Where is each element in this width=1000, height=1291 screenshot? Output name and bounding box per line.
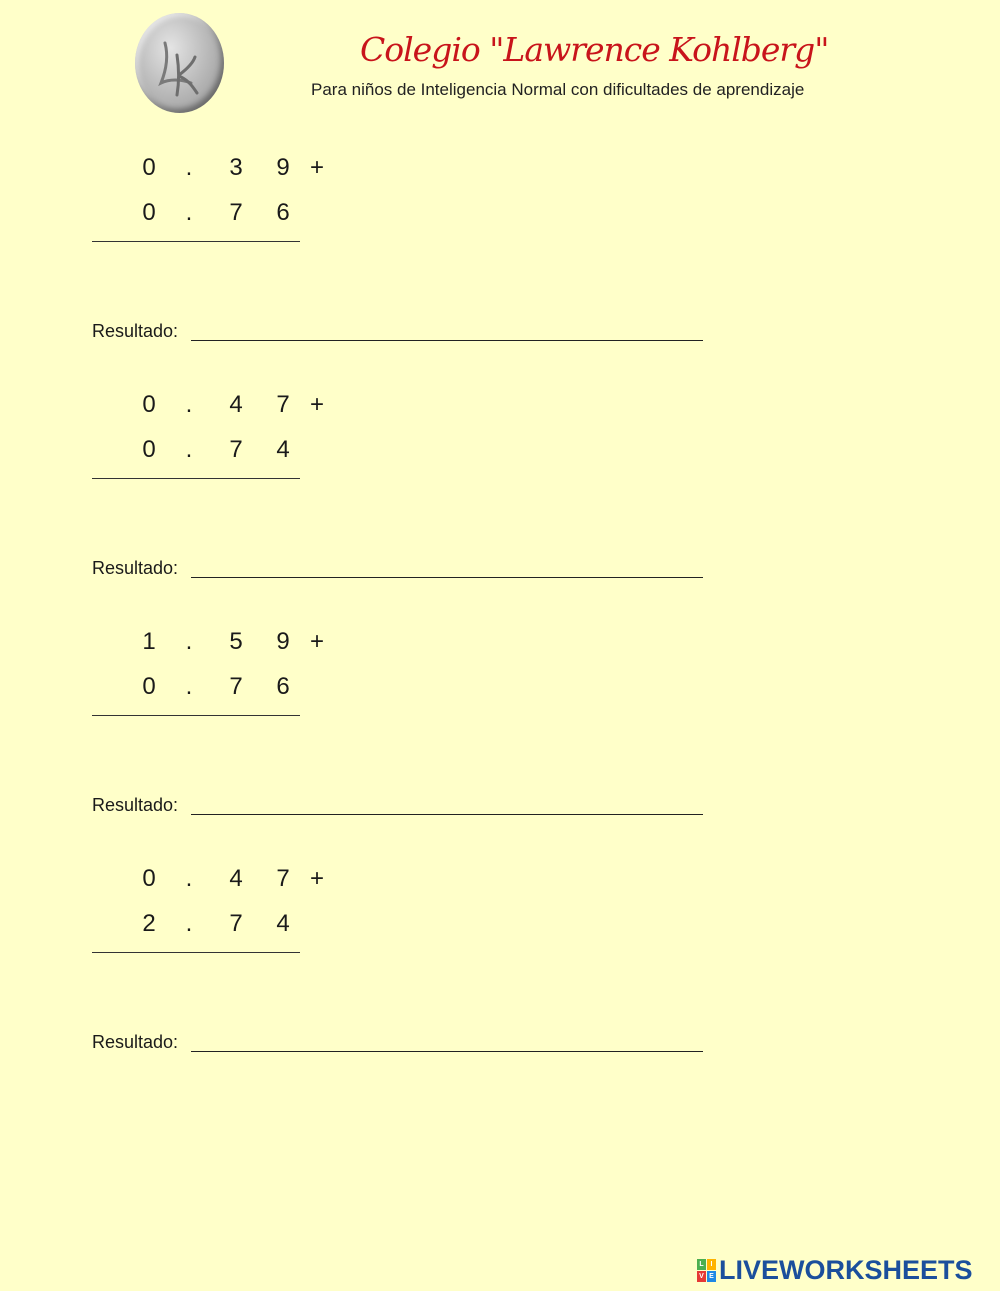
digit: 9 bbox=[276, 628, 290, 655]
result-answer-line[interactable] bbox=[191, 814, 703, 815]
decimal-point: . bbox=[185, 199, 193, 226]
exercise-3 bbox=[0, 628, 1000, 858]
digit: 7 bbox=[276, 391, 290, 418]
digit: 5 bbox=[229, 628, 243, 655]
addend-row-2 bbox=[0, 199, 400, 229]
digit: 6 bbox=[276, 199, 290, 226]
sum-line bbox=[92, 241, 300, 242]
result-answer-line[interactable] bbox=[191, 1051, 703, 1052]
digit: 4 bbox=[229, 865, 243, 892]
addend-row-1 bbox=[0, 154, 400, 184]
school-name: Colegio "Lawrence Kohlberg" bbox=[360, 30, 829, 69]
plus-sign: + bbox=[309, 628, 324, 655]
digit: 7 bbox=[276, 865, 290, 892]
decimal-point: . bbox=[185, 154, 193, 181]
digit: 0 bbox=[142, 865, 156, 892]
brand-block: V bbox=[697, 1271, 706, 1282]
exercise-1 bbox=[0, 154, 1000, 384]
liveworksheets-logo-icon bbox=[697, 1259, 716, 1282]
brand-block: E bbox=[707, 1271, 716, 1282]
school-subtitle: Para niños de Inteligencia Normal con dificultades de aprendizaje bbox=[311, 80, 805, 99]
decimal-point: . bbox=[185, 391, 193, 418]
result-label: Resultado: bbox=[92, 321, 179, 341]
addend-row-2 bbox=[0, 910, 400, 940]
digit: 6 bbox=[276, 673, 290, 700]
digit: 4 bbox=[229, 391, 243, 418]
sum-line bbox=[92, 478, 300, 479]
digit: 0 bbox=[142, 391, 156, 418]
digit: 7 bbox=[229, 910, 243, 937]
brand-block: L bbox=[697, 1259, 706, 1270]
digit: 3 bbox=[229, 154, 243, 181]
sum-line bbox=[92, 715, 300, 716]
digit: 4 bbox=[276, 910, 290, 937]
result-label: Resultado: bbox=[92, 795, 179, 815]
decimal-point: . bbox=[185, 673, 193, 700]
digit: 4 bbox=[276, 436, 290, 463]
brand-name: LIVEWORKSHEETS bbox=[719, 1254, 973, 1285]
decimal-point: . bbox=[185, 436, 193, 463]
digit: 0 bbox=[142, 436, 156, 463]
digit: 7 bbox=[229, 199, 243, 226]
addend-row-2 bbox=[0, 436, 400, 466]
plus-sign: + bbox=[309, 865, 324, 892]
addend-row-1 bbox=[0, 865, 400, 895]
plus-sign: + bbox=[309, 391, 324, 418]
brand-block: I bbox=[707, 1259, 716, 1270]
digit: 7 bbox=[229, 673, 243, 700]
digit: 2 bbox=[142, 910, 156, 937]
digit: 1 bbox=[142, 628, 156, 655]
result-answer-line[interactable] bbox=[191, 340, 703, 341]
result-label: Resultado: bbox=[92, 558, 179, 578]
lk-monogram-icon bbox=[135, 13, 224, 113]
addend-row-1 bbox=[0, 628, 400, 658]
sum-line bbox=[92, 952, 300, 953]
digit: 9 bbox=[276, 154, 290, 181]
school-logo bbox=[135, 13, 224, 113]
decimal-point: . bbox=[185, 910, 193, 937]
plus-sign: + bbox=[309, 154, 324, 181]
result-answer-line[interactable] bbox=[191, 577, 703, 578]
digit: 0 bbox=[142, 673, 156, 700]
digit: 0 bbox=[142, 199, 156, 226]
exercise-2 bbox=[0, 391, 1000, 621]
result-label: Resultado: bbox=[92, 1032, 179, 1052]
digit: 0 bbox=[142, 154, 156, 181]
addend-row-2 bbox=[0, 673, 400, 703]
exercise-4 bbox=[0, 865, 1000, 1095]
digit: 7 bbox=[229, 436, 243, 463]
decimal-point: . bbox=[185, 865, 193, 892]
liveworksheets-brand[interactable] bbox=[697, 1255, 973, 1285]
decimal-point: . bbox=[185, 628, 193, 655]
addend-row-1 bbox=[0, 391, 400, 421]
